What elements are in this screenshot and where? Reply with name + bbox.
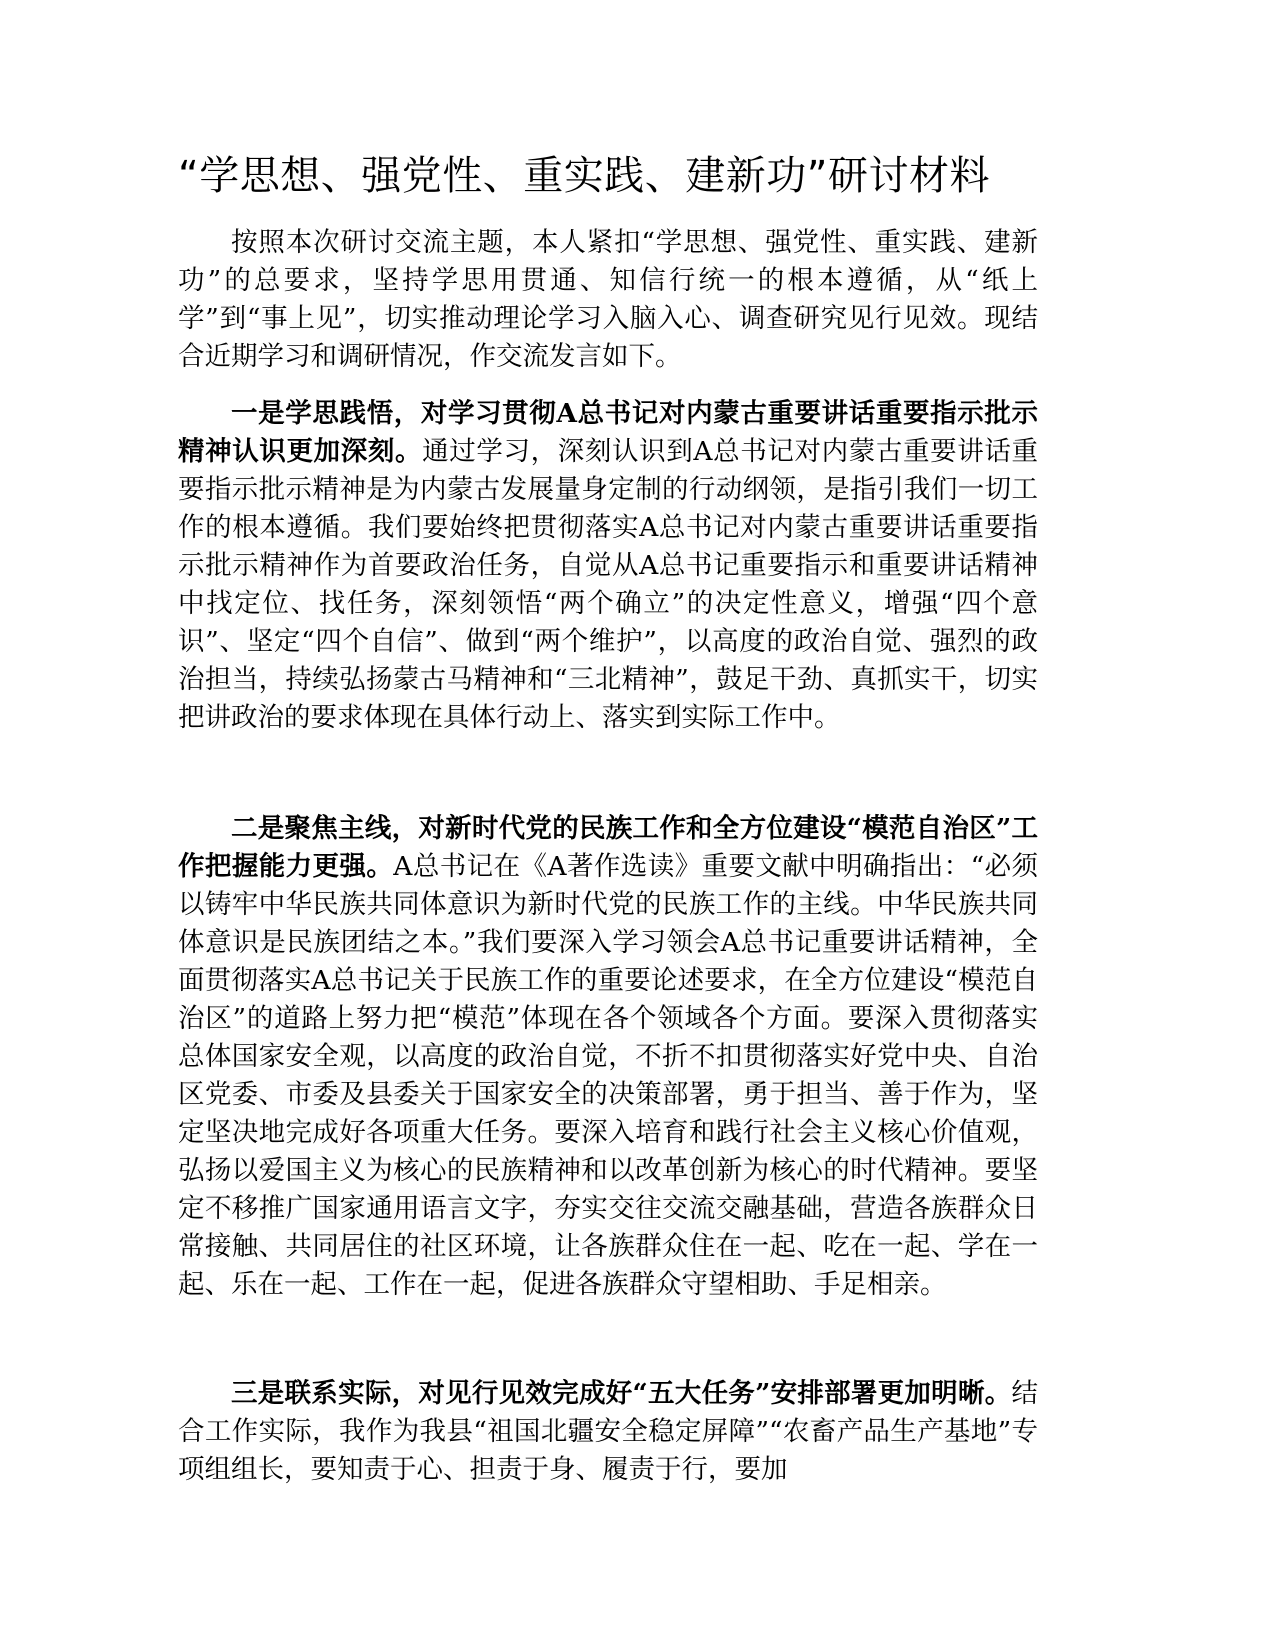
section-2-heading: 二是聚焦主线，对新时代党的民族工作和全方位建设“模范自治区”工作把握能力更强。 <box>178 813 1038 882</box>
document-title: “学思想、强党性、重实践、建新功”研讨材料 <box>178 153 990 199</box>
section-2-body: A总书记在《A著作选读》重要文献中明确指出：“必须以铸牢中华民族共同体意识为新时代党的民族工作的主线。中华民族共同体意识是民族团结之本。”我们要深入学习领会A总书记重要讲话精神，全面贯彻落实A总书记关于民族工作的重要论述要求，在全方位建设“模范自治区”的道路上努力把“模范”体现在各个领域各个方面。要深入贯彻落实总体国家安全观，以高度的政治自觉，不折不扣贯彻落实好党中央、自治区党委、市委及县委关于国家安全的决策部署，勇于担当、善于作为，坚定坚决地完成好各项重大任务。要深入培育和践行社会主义核心价值观，弘扬以爱国主义为核心的民族精神和以改革创新为核心的时代精神。要坚定不移推广国家通用语言文字，夯实交往交流交融基础，营造各族群众日常接触、共同居住的社区环境，让各族群众住在一起、吃在一起、学在一起、乐在一起、工作在一起，促进各族群众守望相助、手足相亲。 <box>178 851 1038 1300</box>
section-1-paragraph <box>178 395 1038 737</box>
section-3-body: 结合工作实际，我作为我县“祖国北疆安全稳定屏障”“农畜产品生产基地”专项组组长，要知责于心、担责于身、履责于行，要加 <box>178 1378 1038 1485</box>
section-2-paragraph <box>178 810 1038 1304</box>
section-3-paragraph <box>178 1375 1038 1489</box>
section-1-body: 通过学习，深刻认识到A总书记对内蒙古重要讲话重要指示批示精神是为内蒙古发展量身定制的行动纲领，是指引我们一切工作的根本遵循。我们要始终把贯彻落实A总书记对内蒙古重要讲话重要指示批示精神作为首要政治任务，自觉从A总书记重要指示和重要讲话精神中找定位、找任务，深刻领悟“两个确立”的决定性意义，增强“四个意识”、坚定“四个自信”、做到“两个维护”，以高度的政治自觉、强烈的政治担当，持续弘扬蒙古马精神和“三北精神”，鼓足干劲、真抓实干，切实把讲政治的要求体现在具体行动上、落实到实际工作中。 <box>178 436 1039 733</box>
section-1-heading: 一是学思践悟，对学习贯彻A总书记对内蒙古重要讲话重要指示批示精神认识更加深刻。 <box>178 398 1038 467</box>
intro-paragraph: 按照本次研讨交流主题，本人紧扣“学思想、强党性、重实践、建新功”的总要求，坚持学思用贯通、知信行统一的根本遵循，从“纸上学”到“事上见”，切实推动理论学习入脑入心、调查研究见行见效。现结合近期学习和调研情况，作交流发言如下。 <box>178 227 1038 372</box>
section-3-heading: 三是联系实际，对见行见效完成好“五大任务”安排部署更加明晰。 <box>231 1378 1012 1409</box>
